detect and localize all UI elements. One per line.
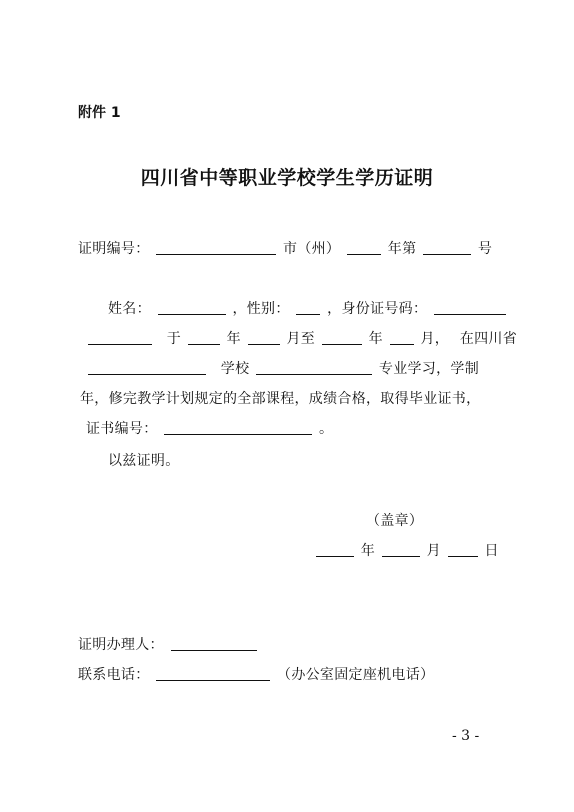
- blank-start-month[interactable]: [248, 343, 280, 345]
- body-line-5: [86, 418, 333, 438]
- blank-school[interactable]: [88, 373, 206, 375]
- blank-id[interactable]: [434, 313, 506, 315]
- blank-phone[interactable]: [156, 679, 270, 681]
- period-text: 。: [319, 421, 334, 437]
- province-text: 在四川省: [459, 331, 518, 347]
- start-year-text: 年: [226, 331, 241, 347]
- blank-id-continued[interactable]: [88, 343, 152, 345]
- phone-note: （办公室固定座机电话）: [277, 667, 435, 683]
- handler-label: 证明办理人：: [78, 637, 164, 653]
- certificate-number-row: [78, 238, 492, 258]
- blank-sign-year[interactable]: [316, 555, 354, 557]
- sign-year-text: 年: [360, 543, 376, 559]
- sign-day-text: 日: [484, 543, 499, 559]
- year-text: 年第: [387, 241, 417, 257]
- cert-book-label: 证书编号：: [86, 421, 158, 437]
- sign-month-text: 月: [426, 543, 441, 559]
- number-text: 号: [477, 241, 493, 257]
- blank-city[interactable]: [156, 253, 276, 255]
- blank-name[interactable]: [158, 313, 226, 315]
- blank-number[interactable]: [423, 253, 471, 255]
- start-month-text: 月至: [286, 331, 316, 347]
- phone-label: 联系电话：: [78, 667, 150, 683]
- city-text: 市（州）: [283, 241, 341, 257]
- blank-sign-day[interactable]: [448, 555, 478, 557]
- body-line-1: [108, 298, 508, 318]
- body-line-4: 年，修完教学计划规定的全部课程，成绩合格，取得毕业证书，: [80, 391, 481, 407]
- blank-gender[interactable]: [296, 313, 320, 315]
- document-title: 四川省中等职业学校学生学历证明: [140, 167, 434, 189]
- certificate-number-label: 证明编号：: [78, 241, 150, 257]
- blank-end-month[interactable]: [390, 343, 414, 345]
- blank-handler[interactable]: [171, 649, 257, 651]
- school-text: 学校: [220, 361, 250, 377]
- blank-sign-month[interactable]: [382, 555, 420, 557]
- end-month-text: 月，: [420, 331, 450, 347]
- id-label: ，身份证号码：: [327, 301, 428, 317]
- blank-year[interactable]: [347, 253, 381, 255]
- body-line-2: [86, 328, 517, 348]
- annex-label: 附件 1: [78, 105, 121, 121]
- blank-cert-book-number[interactable]: [164, 433, 312, 435]
- blank-major[interactable]: [256, 373, 372, 375]
- gender-label: ，性别：: [232, 301, 290, 317]
- blank-end-year[interactable]: [322, 343, 362, 345]
- yu-text: 于: [166, 331, 182, 347]
- phone-row: [78, 664, 434, 684]
- blank-start-year[interactable]: [188, 343, 220, 345]
- closing-text: 以兹证明。: [108, 453, 180, 469]
- name-label: 姓名：: [108, 301, 151, 317]
- seal-text: （盖章）: [366, 513, 424, 529]
- major-text: 专业学习，学制: [378, 361, 480, 377]
- end-year-text: 年: [368, 331, 383, 347]
- page-number: - 3 -: [452, 728, 480, 744]
- handler-row: [78, 634, 259, 654]
- date-row: [314, 540, 499, 560]
- body-line-3: [86, 358, 479, 378]
